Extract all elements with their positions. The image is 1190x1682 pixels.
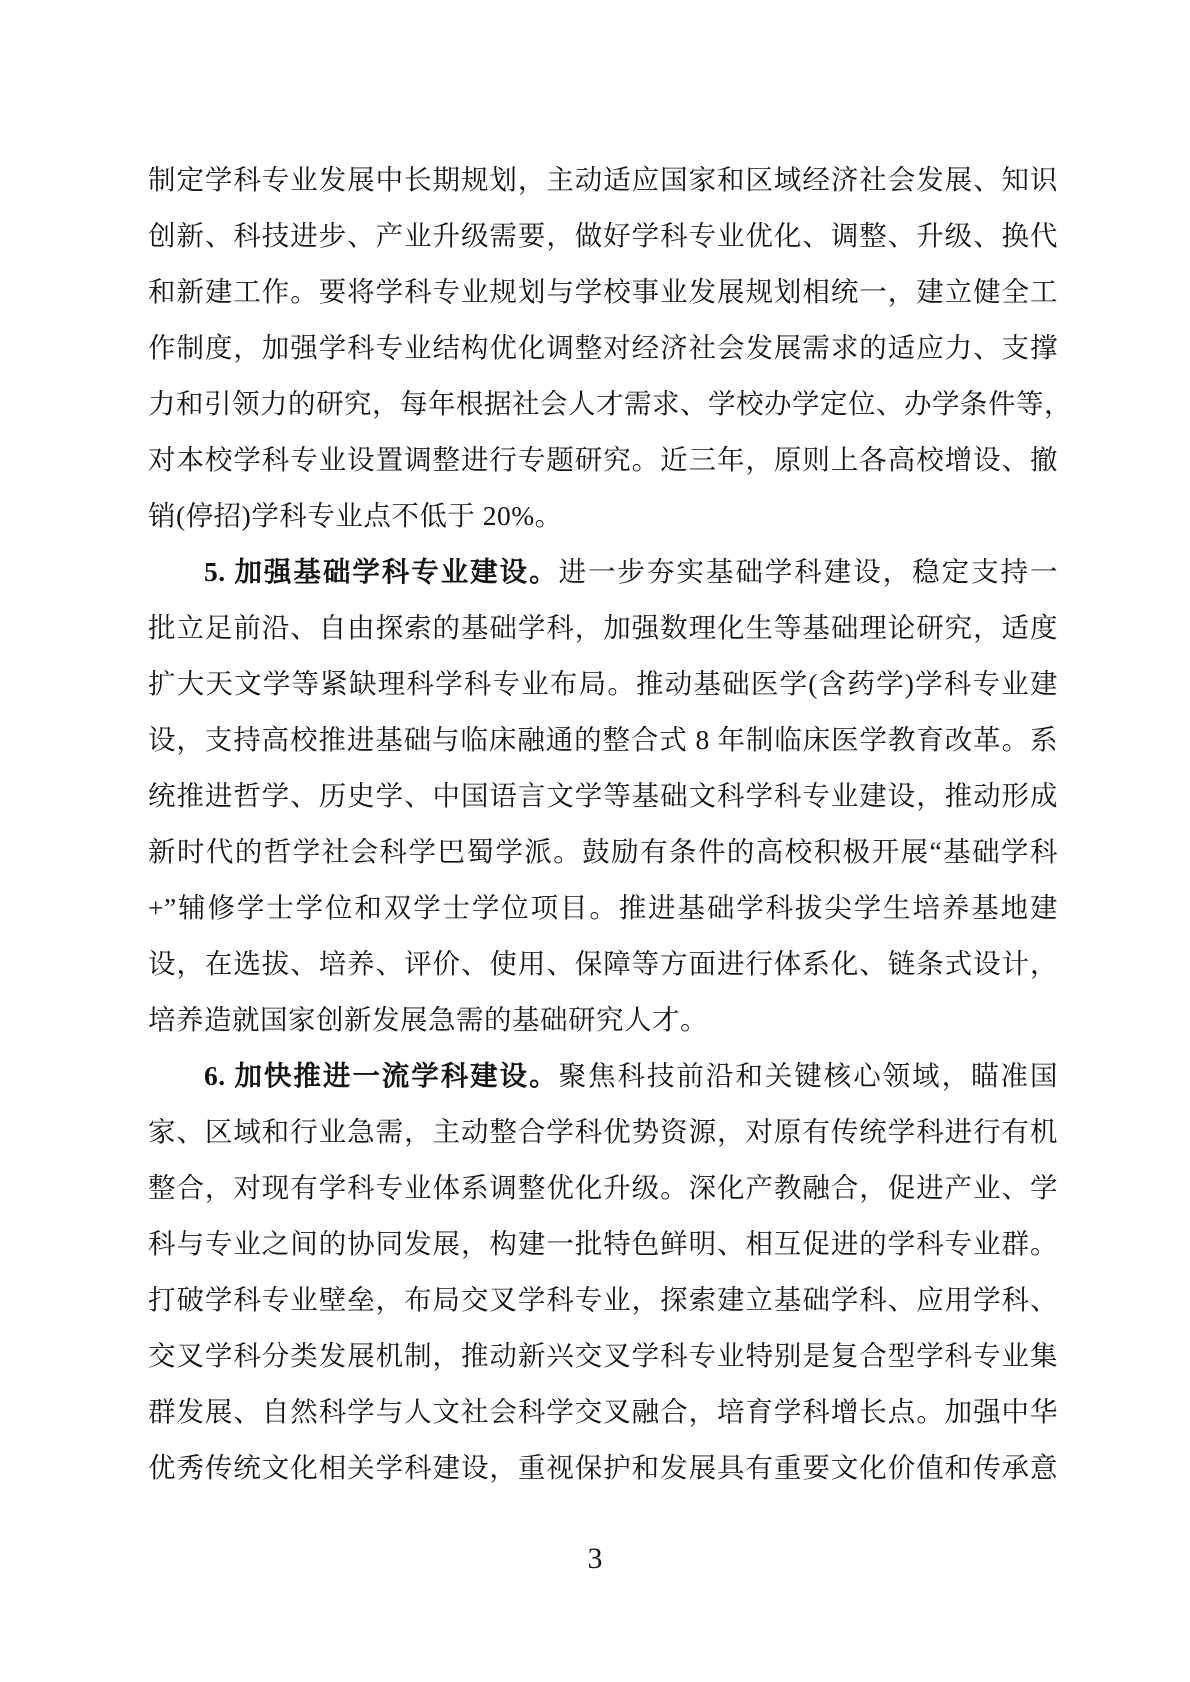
paragraph-text: 创新、科技进步、产业升级需要，做好学科专业优化、调整、升级、换代: [148, 220, 1058, 251]
paragraph-text: 家、区域和行业急需，主动整合学科优势资源，对原有传统学科进行有机: [148, 1116, 1058, 1147]
text-line: [148, 376, 1072, 432]
text-line: [148, 1440, 1058, 1496]
text-line: [148, 992, 1058, 1048]
text-line: [148, 1272, 1058, 1328]
text-line: [148, 824, 1058, 880]
text-line: [148, 1104, 1058, 1160]
text-line: [148, 936, 1058, 992]
text-line: [148, 208, 1058, 264]
paragraph-text: 和新建工作。要将学科专业规划与学校事业发展规划相统一，建立健全工: [148, 276, 1058, 307]
text-line: [148, 712, 1058, 768]
paragraph-text: 科与专业之间的协同发展，构建一批特色鲜明、相互促进的学科专业群。: [148, 1228, 1058, 1259]
paragraph-text: 整合，对现有学科专业体系调整优化升级。深化产教融合，促进产业、学: [148, 1172, 1058, 1203]
text-line: [148, 1384, 1058, 1440]
paragraph-text: 作制度，加强学科专业结构优化调整对经济社会发展需求的适应力、支撑: [148, 332, 1058, 363]
paragraph-text: +”辅修学士学位和双学士学位项目。推进基础学科拔尖学生培养基地建: [148, 892, 1058, 923]
text-line: [148, 880, 1058, 936]
paragraph-text: 销(停招)学科专业点不低于 20%。: [148, 500, 563, 531]
text-line: [148, 656, 1058, 712]
text-line: [148, 432, 1058, 488]
paragraph-text: 优秀传统文化相关学科建设，重视保护和发展具有重要文化价值和传承意: [148, 1452, 1058, 1483]
paragraph-text: 力和引领力的研究，每年根据社会人才需求、学校办学定位、办学条件等，: [148, 388, 1072, 419]
text-line: [148, 1048, 1058, 1104]
paragraph-text: 聚焦科技前沿和关键核心领域，瞄准国: [558, 1060, 1059, 1091]
paragraph-text: 制定学科专业发展中长期规划，主动适应国家和区域经济社会发展、知识: [148, 164, 1058, 195]
paragraph-text: 交叉学科分类发展机制，推动新兴交叉学科专业特别是复合型学科专业集: [148, 1340, 1058, 1371]
paragraph-text: 扩大天文学等紧缺理科学科专业布局。推动基础医学(含药学)学科专业建: [148, 668, 1058, 699]
paragraph-text: 统推进哲学、历史学、中国语言文学等基础文科学科专业建设，推动形成: [148, 780, 1058, 811]
paragraph-text: 批立足前沿、自由探索的基础学科，加强数理化生等基础理论研究，适度: [148, 612, 1058, 643]
document-body: [148, 152, 1072, 1496]
text-line: [148, 1328, 1058, 1384]
paragraph-text: 设，在选拔、培养、评价、使用、保障等方面进行体系化、链条式设计，: [148, 948, 1058, 979]
paragraph-text: 打破学科专业壁垒，布局交叉学科专业，探索建立基础学科、应用学科、: [148, 1284, 1058, 1315]
paragraph-text: 新时代的哲学社会科学巴蜀学派。鼓励有条件的高校积极开展“基础学科: [148, 836, 1058, 867]
paragraph-text: 培养造就国家创新发展急需的基础研究人才。: [148, 1004, 708, 1035]
text-line: [148, 600, 1058, 656]
paragraph-heading: 5. 加强基础学科专业建设。: [204, 556, 559, 587]
text-line: [148, 1216, 1058, 1272]
paragraph-text: 群发展、自然科学与人文社会科学交叉融合，培育学科增长点。加强中华: [148, 1396, 1058, 1427]
paragraph-text: 设，支持高校推进基础与临床融通的整合式 8 年制临床医学教育改革。系: [148, 724, 1058, 755]
paragraph-text: 对本校学科专业设置调整进行专题研究。近三年，原则上各高校增设、撤: [148, 444, 1058, 475]
text-line: [148, 488, 1058, 544]
text-line: [148, 152, 1058, 208]
paragraph-heading: 6. 加快推进一流学科建设。: [204, 1060, 559, 1091]
page-number: 3: [587, 1542, 603, 1575]
text-line: [148, 544, 1058, 600]
text-line: [148, 264, 1058, 320]
text-line: [148, 1160, 1058, 1216]
text-line: [148, 768, 1058, 824]
text-line: [148, 320, 1058, 376]
paragraph-text: 进一步夯实基础学科建设，稳定支持一: [558, 556, 1059, 587]
